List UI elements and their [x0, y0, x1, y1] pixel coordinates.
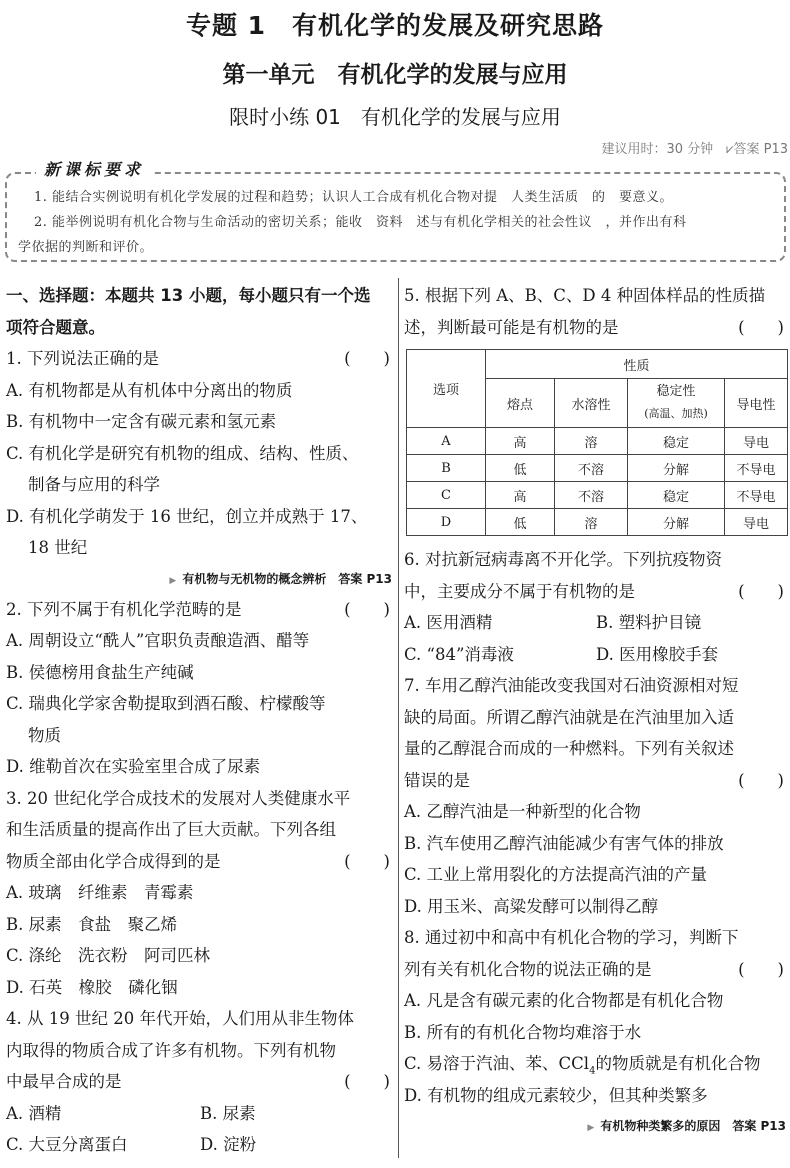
melt-header: 熔点: [486, 379, 555, 428]
q2-option-c-cont: 物质: [28, 725, 61, 745]
q6-option-c[interactable]: C. “84”消毒液: [404, 644, 514, 664]
q8-option-a[interactable]: A. 凡是含有碳元素的化合物都是有机化合物: [404, 991, 724, 1010]
column-divider: [398, 278, 399, 1158]
q7-option-a[interactable]: A. 乙醇汽油是一种新型的化合物: [404, 802, 641, 821]
q6-options-cd: [404, 639, 788, 671]
q3-option-c[interactable]: C. 涤纶 洗衣粉 阿司匹林: [6, 946, 211, 965]
question-7-stem: 7. 车用乙醇汽油能改变我国对石油资源相对短: [404, 676, 739, 695]
question-7-stem-3: 量的乙醇混合而成的一种燃料。下列有关叙述: [404, 739, 734, 758]
q7-option-b[interactable]: B. 汽车使用乙醇汽油能减少有害气体的排放: [404, 833, 724, 853]
question-4-stem: 4. 从 19 世纪 20 年代开始，人们用从非生物体: [6, 1009, 354, 1028]
question-4-stem-3: 中最早合成的是 ( ): [6, 1066, 394, 1098]
water-header: 水溶性: [555, 379, 628, 428]
answer-blank[interactable]: ( ): [738, 581, 784, 601]
question-7-stem-2: 缺的局面。所谓乙醇汽油就是在汽油里加入适: [404, 707, 734, 727]
question-5-stem-2: 述，判断最可能是有机物的是 ( ): [404, 312, 788, 344]
property-table: [406, 349, 788, 536]
conduct-header: 导电性: [725, 379, 788, 428]
answer-blank[interactable]: ( ): [738, 959, 784, 979]
table-row: C 高 不溶 稳定 不导电: [407, 482, 788, 509]
q4-option-d[interactable]: D. 淀粉: [200, 1135, 257, 1154]
table-row: A 高 溶 稳定 导电: [407, 428, 788, 455]
q6-option-d[interactable]: D. 医用橡胶手套: [596, 644, 719, 664]
q8-option-d[interactable]: D. 有机物的组成元素较少，但其种类繁多: [404, 1085, 708, 1105]
answer-blank[interactable]: ( ): [344, 349, 390, 368]
answer-blank[interactable]: ( ): [738, 317, 784, 337]
question-8-stem-2: 列有关有机化合物的说法正确的是 ( ): [404, 954, 788, 986]
q8-option-b[interactable]: B. 所有的有机化合物均难溶于水: [404, 1022, 642, 1042]
answer-blank[interactable]: ( ): [344, 1072, 390, 1091]
triangle-icon: ▶: [169, 575, 177, 586]
q4-options-cd: [6, 1129, 394, 1161]
q3-option-b[interactable]: B. 尿素 食盐 聚乙烯: [6, 914, 178, 934]
q2-option-c[interactable]: C. 瑞典化学家舍勒提取到酒石酸、柠檬酸等: [6, 694, 326, 713]
q1-option-d-cont: 18 世纪: [28, 538, 88, 557]
unit-title: 第一单元 有机化学的发展与应用: [222, 62, 568, 88]
q4-option-c[interactable]: C. 大豆分离蛋白: [6, 1135, 128, 1154]
q8-option-c[interactable]: C. 易溶于汽油、苯、CCl$_4$的物质就是有机化合物: [404, 1054, 761, 1077]
q2-option-d[interactable]: D. 维勒首次在实验室里合成了尿素: [6, 757, 261, 776]
question-3-stem: 3. 20 世纪化学合成技术的发展对人类健康水平: [6, 788, 351, 808]
question-1-stem: 1. 下列说法正确的是 ( ): [6, 343, 394, 375]
question-8-stem: 8. 通过初中和高中有机化合物的学习，判断下: [404, 928, 739, 947]
q6-option-b[interactable]: B. 塑料护目镜: [596, 613, 702, 632]
q1-option-c-cont: 制备与应用的科学: [28, 475, 160, 494]
q1-option-b[interactable]: B. 有机物中一定含有碳元素和氢元素: [6, 412, 277, 431]
question-5-stem: 5. 根据下列 A、B、C、D 4 种固体样品的性质描: [404, 286, 766, 305]
question-3-stem-3: 物质全部由化学合成得到的是 ( ): [6, 846, 394, 878]
q4-options-ab: [6, 1098, 394, 1130]
standard-line-2: 2. 能举例说明有机化合物与生命活动的密切关系；能收 资料 述与有机化学相关的社会性议 ，并作出有科: [34, 215, 687, 230]
answer-blank[interactable]: ( ): [738, 770, 784, 790]
question-7-stem-4: 错误的是 ( ): [404, 765, 788, 797]
q4-option-a[interactable]: A. 酒精: [6, 1103, 62, 1123]
section-heading: 一、选择题：本题共 13 小题，每小题只有一个选: [6, 286, 371, 305]
standard-line-1: 1. 能结合实例说明有机化学发展的过程和趋势；认识人工合成有机化合物对提 人类生活质 的 要意义。: [34, 190, 674, 205]
question-6-stem-2: 中，主要成分不属于有机物的是 ( ): [404, 576, 788, 608]
col-option-header: 选项: [407, 350, 486, 428]
q1-option-a[interactable]: A. 有机物都是从有机体中分离出的物质: [6, 380, 293, 400]
standard-line-3: 学依据的判断和评价。: [18, 240, 154, 255]
q6-options-ab: [404, 607, 788, 639]
left-column: [6, 280, 394, 1161]
col-property-header: 性质: [486, 350, 788, 379]
q3-option-d[interactable]: D. 石英 橡胶 磷化铟: [6, 977, 178, 997]
practice-title: 限时小练 01 有机化学的发展与应用: [229, 105, 561, 129]
answer-blank[interactable]: ( ): [344, 851, 390, 871]
q7-option-c[interactable]: C. 工业上常用裂化的方法提高汽油的产量: [404, 865, 708, 884]
q6-option-a[interactable]: A. 医用酒精: [404, 613, 493, 632]
q8-tip: ▶ 有机物种类繁多的原因 答案 P13: [587, 1119, 786, 1133]
curriculum-standard-title: 新课标要求: [36, 157, 152, 180]
suggested-time: 建议用时：30 分钟 ⩗答案 P13: [601, 142, 788, 157]
right-column: [404, 280, 788, 1141]
triangle-icon: ▶: [587, 1123, 595, 1133]
q2-option-b[interactable]: B. 侯德榜用食盐生产纯碱: [6, 662, 194, 682]
topic-title: 专题 1 有机化学的发展及研究思路: [185, 11, 605, 40]
q1-option-d[interactable]: D. 有机化学萌发于 16 世纪，创立并成熟于 17、: [6, 506, 368, 526]
question-4-stem-2: 内取得的物质合成了许多有机物。下列有机物: [6, 1040, 336, 1060]
answer-blank[interactable]: ( ): [344, 599, 390, 619]
question-6-stem: 6. 对抗新冠病毒离不开化学。下列抗疫物资: [404, 550, 722, 569]
q7-option-d[interactable]: D. 用玉米、高粱发酵可以制得乙醇: [404, 896, 659, 916]
table-row: D 低 溶 分解 导电: [407, 509, 788, 536]
q1-option-c[interactable]: C. 有机化学是研究有机物的组成、结构、性质、: [6, 443, 359, 463]
question-3-stem-2: 和生活质量的提高作出了巨大贡献。下列各组: [6, 820, 336, 839]
question-2-stem: 2. 下列不属于有机化学范畴的是 ( ): [6, 594, 394, 626]
q4-option-b[interactable]: B. 尿素: [200, 1103, 256, 1123]
q1-tip: ▶ 有机物与无机物的概念辨析 答案 P13: [169, 571, 392, 586]
q2-option-a[interactable]: A. 周朝设立“酰人”官职负责酿造酒、醋等: [6, 631, 310, 650]
section-heading-cont: 项符合题意。: [6, 317, 105, 337]
table-row: B 低 不溶 分解 不导电: [407, 455, 788, 482]
q3-option-a[interactable]: A. 玻璃 纤维素 青霉素: [6, 883, 194, 902]
stability-header: 稳定性 (高温、加热): [628, 379, 725, 428]
